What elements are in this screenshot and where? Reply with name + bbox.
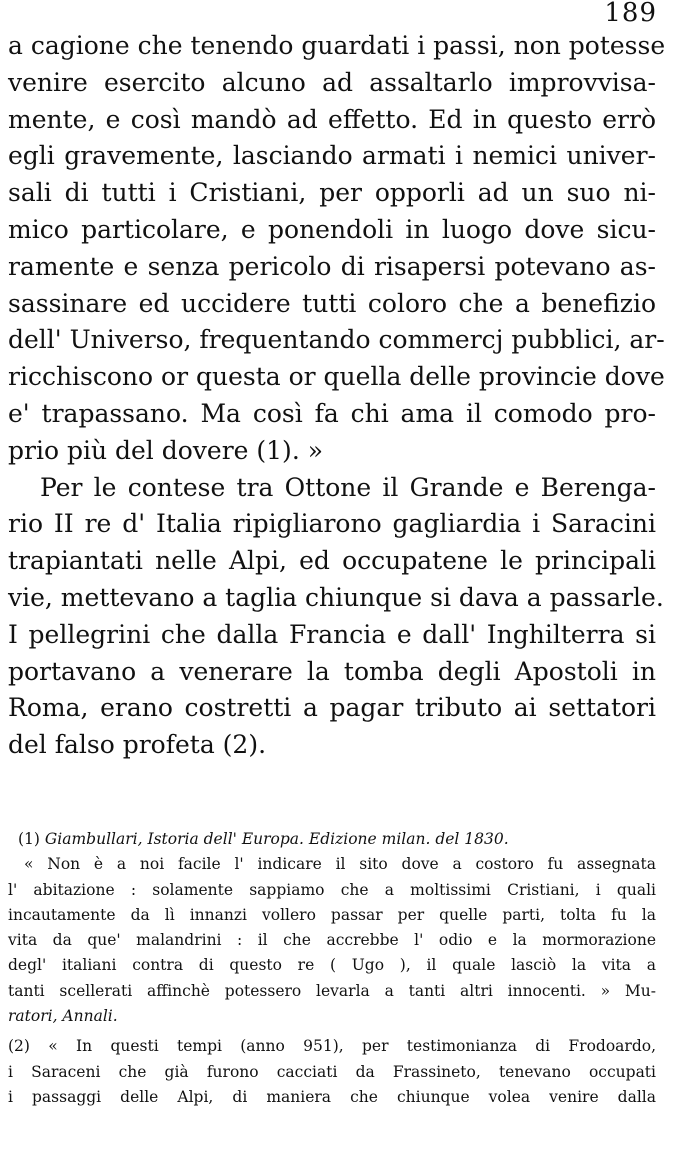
text-line: mico particolare, e ponendoli in luogo dove sicu- — [8, 214, 656, 244]
footnote-line: i passaggi delle Alpi, di maniera che chiunque volea venire dalla — [8, 1087, 656, 1106]
text-line: ricchiscono or questa or quella delle provincie dove — [8, 362, 665, 392]
footnote-1-citation — [8, 827, 656, 852]
footnote-line: vita da que' malandrini : il che accrebbe l' odio e la mormorazione — [8, 931, 656, 950]
text-line: trapiantati nelle Alpi, ed occupatene le principali — [8, 546, 656, 576]
page-number: 189 — [604, 0, 657, 28]
text-line: a cagione che tenendo guardati i passi, non potesse — [8, 31, 666, 60]
text-line: dell' Universo, frequentando commercj pubblici, ar- — [8, 325, 665, 355]
footnote-1-source: Giambullari, Istoria dell' Europa. Edizione milan. del 1830. — [44, 830, 509, 848]
text-line: prio più del dovere (1). » — [8, 435, 324, 465]
text-line: mente, e così mandò ad effetto. Ed in questo errò — [8, 104, 656, 134]
footnote-line: degl' italiani contra di questo re ( Ugo ), il quale lasciò la vita a — [8, 956, 656, 975]
text-line: ramente e senza pericolo di risapersi potevano as- — [8, 251, 656, 281]
text-line: del falso profeta (2). — [8, 730, 267, 760]
text-line: rio II re d' Italia ripigliarono gagliardia i Saracini — [8, 509, 656, 539]
text-line: Roma, erano costretti a pagar tributo ai settatori — [8, 693, 656, 723]
text-line: egli gravemente, lasciando armati i nemici univer- — [8, 141, 656, 171]
footnote-line: incautamente da lì innanzi vollero passar per quelle parti, tolta fu la — [8, 905, 656, 924]
text-line: sassinare ed uccidere tutti coloro che a benefizio — [8, 288, 656, 318]
footnotes — [8, 827, 656, 1110]
main-text — [8, 28, 666, 764]
footnote-1-mark: (1) — [18, 830, 40, 848]
text-line: venire esercito alcuno ad assaltarlo improvvisa- — [8, 67, 656, 97]
footnote-line: « Non è a noi facile l' indicare il sito dove a costoro fu assegnata — [24, 855, 656, 874]
text-line: I pellegrini che dalla Francia e dall' Inghilterra si — [8, 619, 656, 649]
text-line: portavano a venerare la tomba degli Apostoli in — [8, 656, 656, 686]
footnote-line: l' abitazione : solamente sappiamo che a moltissimi Cristiani, i quali — [8, 880, 656, 899]
paragraph-start-line: Per le contese tra Ottone il Grande e Berenga- — [40, 472, 656, 502]
footnote-line: i Saraceni che già furono cacciati da Frassineto, tenevano occupati — [8, 1062, 656, 1081]
footnote-line: ratori, Annali. — [8, 1007, 118, 1026]
text-line: e' trapassano. Ma così fa chi ama il comodo pro- — [8, 398, 656, 428]
footnote-line: tanti scellerati affinchè potessero levarla a tanti altri innocenti. » Mu- — [8, 981, 656, 1000]
footnote-2-line: (2) « In questi tempi (anno 951), per testimonianza di Frodoardo, — [8, 1037, 656, 1056]
text-line: vie, mettevano a taglia chiunque si dava a passarle. — [8, 582, 664, 612]
text-line: sali di tutti i Cristiani, per opporli ad un suo ni- — [8, 178, 656, 208]
